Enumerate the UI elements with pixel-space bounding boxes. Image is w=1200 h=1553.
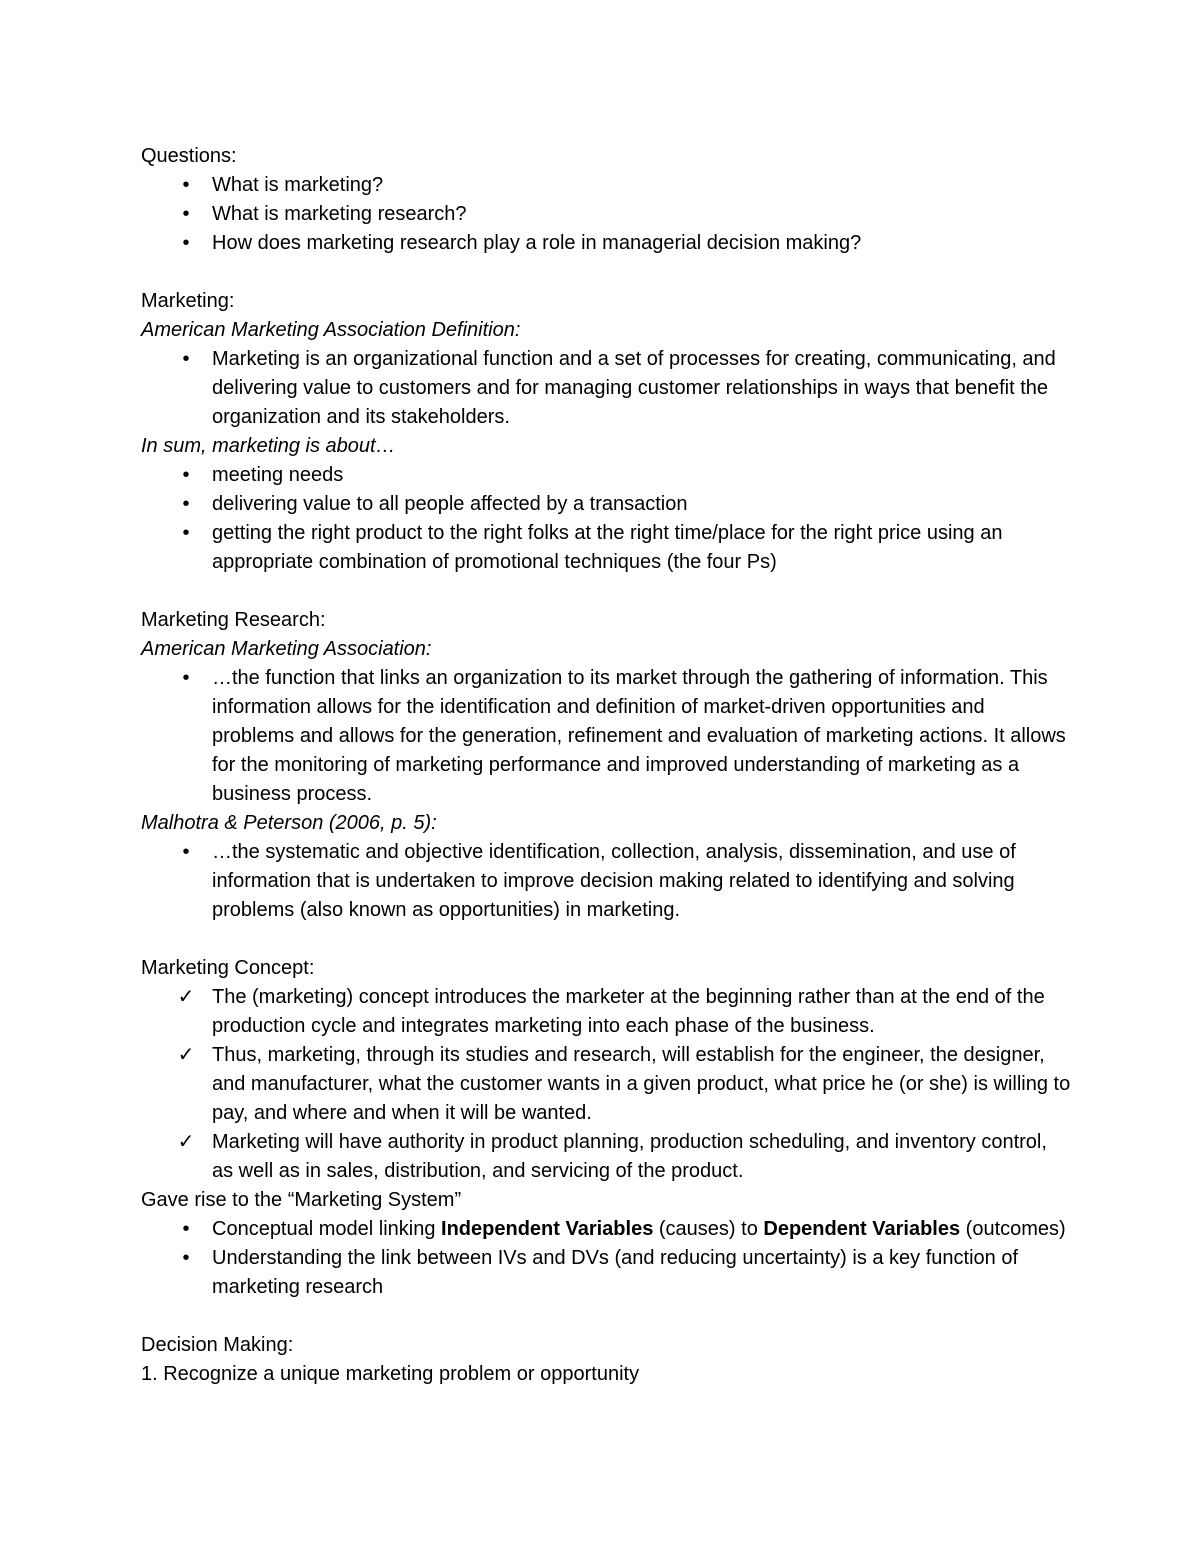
in-sum-list	[141, 461, 1071, 577]
bullet-icon	[174, 229, 198, 258]
question-text: What is marketing research?	[212, 203, 467, 225]
spacer	[141, 577, 1071, 606]
marketing-concept-checklist	[141, 983, 1071, 1186]
ama-definition-label: American Marketing Association Definition:	[141, 319, 521, 341]
concept-text: The (marketing) concept introduces the marketer at the beginning rather than at the end of the production cycle and integrates marketing into each phase of the business.	[212, 986, 1045, 1037]
list-item	[141, 664, 1071, 809]
definition-text: …the systematic and objective identification, collection, analysis, dissemination, and use of information that is undertaken to improve decision making related to identifying and solving problems (also known as opportunities) in marketing.	[212, 841, 1016, 921]
list-item	[141, 200, 1071, 229]
sum-text: getting the right product to the right folks at the right time/place for the right price using an appropriate combination of promotional techniques (the four Ps)	[212, 522, 1003, 573]
document-body	[141, 142, 1071, 1389]
marketing-heading: Marketing:	[141, 290, 235, 312]
system-text-mid: (causes) to	[653, 1218, 764, 1240]
decision-making-heading: Decision Making:	[141, 1334, 294, 1356]
sum-text: delivering value to all people affected by a transaction	[212, 493, 688, 515]
list-item	[141, 1244, 1071, 1302]
list-item	[141, 1041, 1071, 1128]
list-item	[141, 838, 1071, 925]
sum-text: meeting needs	[212, 464, 344, 486]
decision-step-1: 1. Recognize a unique marketing problem or opportunity	[141, 1363, 640, 1385]
concept-text: Thus, marketing, through its studies and research, will establish for the engineer, the designer, and manufacturer, what the customer wants in a given product, what price he (or she) is willing to pay, and where and when it will be wanted.	[212, 1044, 1071, 1124]
list-item	[141, 519, 1071, 577]
list-item	[141, 229, 1071, 258]
list-item	[141, 490, 1071, 519]
bullet-icon	[174, 200, 198, 229]
spacer	[141, 1302, 1071, 1331]
malhotra-peterson-list	[141, 838, 1071, 925]
bullet-icon	[174, 345, 198, 374]
list-item	[141, 461, 1071, 490]
bullet-icon	[174, 490, 198, 519]
question-text: What is marketing?	[212, 174, 384, 196]
system-text-pre: Conceptual model linking	[212, 1218, 442, 1240]
bullet-icon	[174, 1215, 198, 1244]
bullet-icon	[174, 171, 198, 200]
list-item	[141, 345, 1071, 432]
spacer	[141, 258, 1071, 287]
concept-text: Marketing will have authority in product planning, production scheduling, and inventory control, as well as in sales, distribution, and servicing of the product.	[212, 1131, 1047, 1182]
bullet-icon	[174, 664, 198, 693]
questions-list	[141, 171, 1071, 258]
system-text-post: (outcomes)	[960, 1218, 1066, 1240]
checkmark-icon	[174, 1128, 198, 1157]
checkmark-icon	[174, 1041, 198, 1070]
ama-research-list	[141, 664, 1071, 809]
list-item	[141, 1128, 1071, 1186]
spacer	[141, 925, 1071, 954]
marketing-research-heading: Marketing Research:	[141, 609, 326, 631]
bullet-icon	[174, 461, 198, 490]
definition-text: …the function that links an organization to its market through the gathering of information. This information allows for the identification and definition of market-driven opportunities and problems and allows for the generation, refinement and evaluation of marketing actions. It allows for the monitoring of marketing performance and improved understanding of marketing as a business process.	[212, 667, 1066, 805]
independent-variables-term: Independent Variables	[441, 1218, 654, 1240]
bullet-icon	[174, 838, 198, 867]
bullet-icon	[174, 1244, 198, 1273]
marketing-concept-heading: Marketing Concept:	[141, 957, 315, 979]
marketing-system-label: Gave rise to the “Marketing System”	[141, 1189, 462, 1211]
malhotra-peterson-label: Malhotra & Peterson (2006, p. 5):	[141, 812, 437, 834]
bullet-icon	[174, 519, 198, 548]
dependent-variables-term: Dependent Variables	[763, 1218, 961, 1240]
in-sum-label: In sum, marketing is about…	[141, 435, 396, 457]
list-item	[141, 171, 1071, 200]
ama-research-label: American Marketing Association:	[141, 638, 432, 660]
questions-heading: Questions:	[141, 145, 237, 167]
list-item	[141, 983, 1071, 1041]
marketing-system-list	[141, 1215, 1071, 1302]
system-text: Understanding the link between IVs and DVs (and reducing uncertainty) is a key function of marketing research	[212, 1247, 1019, 1298]
question-text: How does marketing research play a role in managerial decision making?	[212, 232, 862, 254]
ama-definition-list	[141, 345, 1071, 432]
definition-text: Marketing is an organizational function and a set of processes for creating, communicating, and delivering value to customers and for managing customer relationships in ways that benefit the organization and its stakeholders.	[212, 348, 1056, 428]
list-item	[141, 1215, 1071, 1244]
checkmark-icon	[174, 983, 198, 1012]
